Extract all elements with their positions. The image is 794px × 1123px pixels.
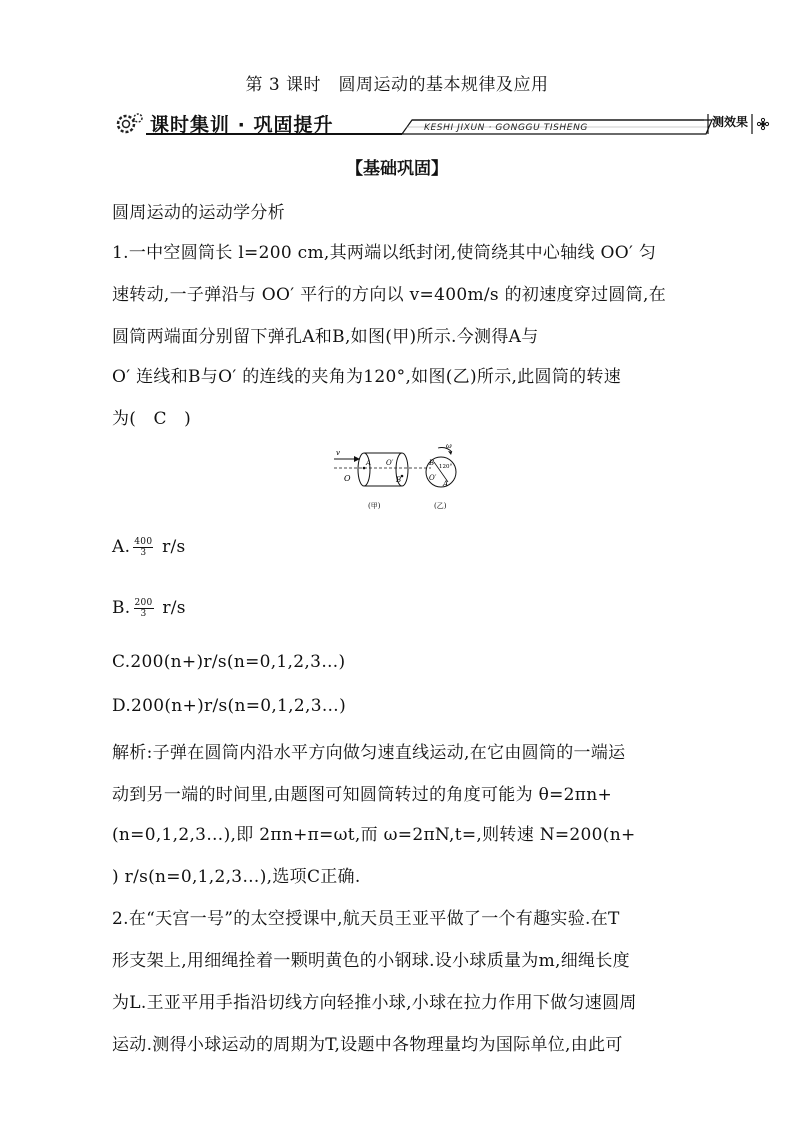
label-o2: O′: [429, 474, 437, 482]
caption-yi: (乙): [434, 502, 447, 510]
option-c: C.200(n+)r/s(n=0,1,2,3…): [112, 652, 346, 672]
option-b-unit: r/s: [162, 598, 186, 618]
q1-line-3: 圆筒两端面分别留下弹孔A和B,如图(甲)所示.今测得A与: [112, 327, 539, 347]
option-b-prefix: B.: [112, 598, 131, 618]
q1-figure: [326, 438, 476, 516]
q2-line-4: 运动.测得小球运动的周期为T,设题中各物理量均为国际单位,由此可: [112, 1035, 623, 1055]
q1-line-1: 1.一中空圆筒长 l=200 cm,其两端以纸封闭,使筒绕其中心轴线 OO′ 匀: [112, 243, 657, 263]
label-omega: ω: [446, 442, 452, 450]
label-v: v: [336, 449, 340, 457]
banner-tag: 测效果: [712, 115, 749, 129]
option-a-numerator: 400: [134, 537, 153, 547]
option-b-denominator: 3: [140, 609, 147, 619]
banner-subtitle: KESHI JIXUN · GONGGU TISHENG: [424, 123, 588, 133]
lesson-title: 第 3 课时 圆周运动的基本规律及应用: [245, 75, 549, 95]
analysis-line-2: 动到另一端的时间里,由题图可知圆筒转过的角度可能为 θ=2πn+: [112, 785, 613, 805]
label-a: A: [366, 459, 372, 467]
label-o-prime: O′: [386, 459, 394, 467]
label-b2: B: [429, 459, 435, 467]
q1-figure-drawing: [326, 438, 476, 516]
option-d: D.200(n+)r/s(n=0,1,2,3…): [112, 696, 347, 716]
q1-line-5: 为( C ): [112, 409, 192, 429]
label-angle: 120°: [439, 464, 453, 470]
q2-line-1: 2.在“天宫一号”的太空授课中,航天员王亚平做了一个有趣实验.在T: [112, 909, 620, 929]
option-a-fraction: [133, 537, 153, 558]
gear-icon: [118, 114, 142, 132]
option-a-denominator: 3: [140, 548, 147, 558]
caption-jia: (甲): [368, 502, 381, 510]
label-o: O: [344, 474, 351, 483]
option-a-unit: r/s: [162, 537, 186, 557]
label-b: B: [396, 476, 402, 484]
option-b-fraction: [134, 598, 154, 619]
label-a2: A: [443, 480, 449, 488]
topic-heading: 圆周运动的运动学分析: [112, 203, 285, 223]
option-a-prefix: A.: [112, 537, 131, 557]
analysis-line-1: 解析:子弹在圆筒内沿水平方向做匀速直线运动,在它由圆筒的一端运: [112, 743, 626, 763]
section-heading: 【基础巩固】: [346, 159, 448, 179]
analysis-line-3: (n=0,1,2,3…),即 2πn+π=ωt,而 ω=2πN,t=,则转速 N=200(n+: [112, 825, 636, 845]
q2-line-2: 形支架上,用细绳拴着一颗明黄色的小钢球.设小球质量为m,细绳长度: [112, 951, 630, 971]
flower-icon: [757, 118, 768, 129]
option-b-numerator: 200: [134, 598, 153, 608]
q1-line-2: 速转动,一子弹沿与 OO′ 平行的方向以 v=400m/s 的初速度穿过圆筒,在: [112, 285, 667, 305]
q2-line-3: 为L.王亚平用手指沿切线方向轻推小球,小球在拉力作用下做匀速圆周: [112, 993, 637, 1013]
option-a: [112, 537, 186, 558]
analysis-line-4: ) r/s(n=0,1,2,3…),选项C正确.: [112, 867, 361, 887]
banner-title: 课时集训 · 巩固提升: [150, 114, 334, 136]
q1-line-4: O′ 连线和B与O′ 的连线的夹角为120°,如图(乙)所示,此圆筒的转速: [112, 367, 622, 387]
section-banner: [112, 108, 774, 140]
option-b: [112, 598, 186, 619]
